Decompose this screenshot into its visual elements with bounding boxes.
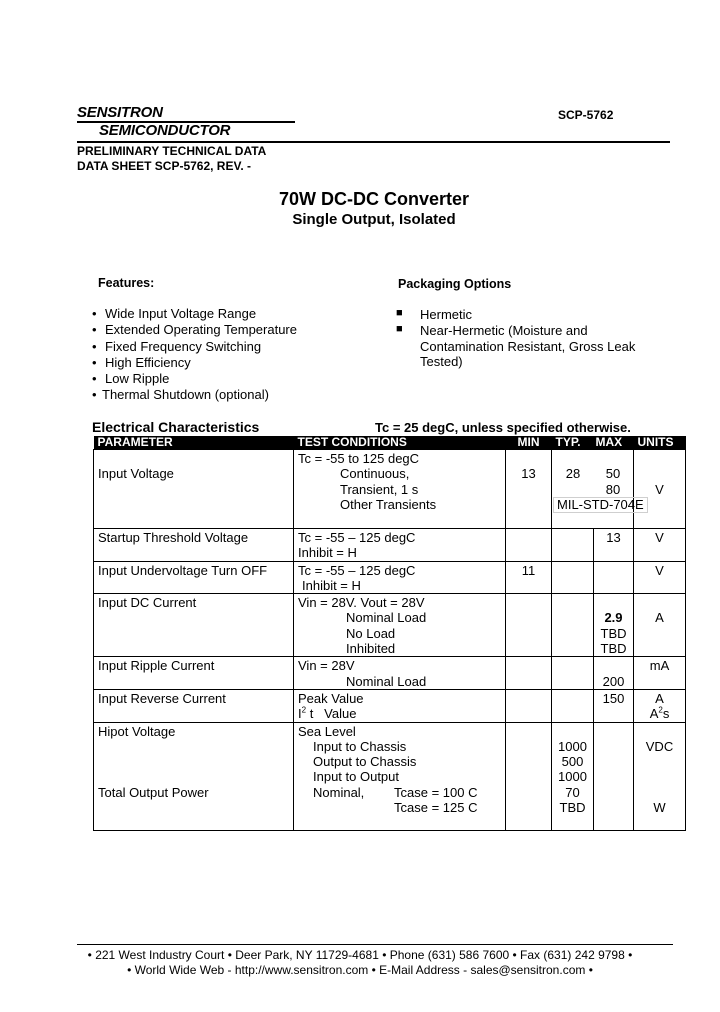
electrical-condition: Tc = 25 degC, unless specified otherwise. (375, 420, 631, 435)
features-heading: Features: (98, 276, 155, 290)
mil-std-reference: MIL-STD-704E (553, 497, 648, 513)
min-value: 13 (521, 466, 536, 482)
electrical-table (93, 436, 686, 831)
unit-value: A (655, 610, 664, 626)
table-row (94, 689, 686, 722)
table-row (94, 450, 686, 529)
cond-line: No Load (346, 625, 396, 641)
cond-line: Nominal Load (346, 673, 427, 689)
cond-line: Input to Output (313, 769, 400, 785)
max-value: 13 (606, 530, 621, 545)
param-hipot: Hipot Voltage (98, 723, 176, 739)
unit-value: A (655, 690, 664, 706)
max-value: 200 (602, 673, 625, 689)
unit-value: VDC (645, 738, 674, 754)
param-output-power: Total Output Power (98, 784, 209, 800)
table-header-row (94, 436, 686, 450)
list-item: ■ Near-Hermetic (Moisture and Contamination Resistant, Gross Leak Tested) (396, 323, 636, 369)
packaging-heading: Packaging Options (398, 277, 512, 291)
cond-line: Sea Level (298, 723, 356, 739)
page-subtitle: Single Output, Isolated (292, 211, 456, 228)
max-value: 50 (605, 466, 621, 482)
max-value: TBD (600, 625, 627, 641)
param-reverse: Input Reverse Current (98, 690, 226, 706)
page-title: 70W DC-DC Converter (278, 189, 470, 209)
list-item: • Low Ripple (92, 371, 170, 387)
cond-line: Inhibited (346, 641, 396, 657)
cond-line: Nominal, Tcase = 100 C (313, 784, 478, 800)
table-row (94, 657, 686, 690)
footer-web: • World Wide Web - http://www.sensitron.com • E-Mail Address - sales@sensitron.com • (127, 963, 593, 977)
unit-value: W (653, 800, 666, 816)
unit-value: V (655, 562, 664, 578)
typ-value: 28 (565, 466, 581, 482)
list-item: • High Efficiency (92, 354, 191, 370)
cond-line: $I^2$ t Value (298, 705, 357, 722)
company-name-line2: SEMICONDUCTOR (99, 122, 231, 139)
col-max: MAX (594, 436, 634, 450)
col-units: UNITS (634, 436, 686, 450)
cond-line: Other Transients (340, 496, 437, 512)
cond-line: Transient, 1 s (340, 481, 419, 497)
param-dc-current: Input DC Current (98, 595, 197, 611)
min-value: 11 (521, 562, 536, 578)
typ-value: 1000 (558, 738, 587, 754)
col-test-conditions: TEST CONDITIONS (294, 436, 506, 450)
max-value: 2.9 (604, 610, 623, 626)
table-row (94, 722, 686, 830)
cond-line: Inhibit = H (298, 545, 357, 561)
preliminary-label: PRELIMINARY TECHNICAL DATA (77, 144, 267, 158)
unit-value: V (655, 530, 664, 545)
features-list (92, 306, 297, 404)
cond-line: Continuous, (340, 466, 410, 482)
table-row (94, 594, 686, 657)
cond-line: Input to Chassis (313, 738, 407, 754)
list-item: • Wide Input Voltage Range (92, 306, 257, 321)
param-ripple: Input Ripple Current (98, 658, 215, 674)
col-parameter: PARAMETER (94, 436, 294, 450)
param-undervoltage: Input Undervoltage Turn OFF (98, 562, 268, 578)
cond-line: Output to Chassis (313, 754, 417, 770)
table-row (94, 561, 686, 594)
list-item: ■ Hermetic (396, 307, 473, 322)
max-value: TBD (600, 641, 627, 657)
datasheet-label: DATA SHEET SCP-5762, REV. - (77, 159, 252, 173)
unit-value: mA (649, 658, 670, 674)
col-typ: TYP. (552, 436, 594, 450)
footer-address: • 221 West Industry Court • Deer Park, NY 11729-4681 • Phone (631) 586 7600 • Fax (631) 242 9798 • (87, 948, 633, 962)
table-row (94, 529, 686, 562)
max-value: 80 (605, 481, 621, 497)
param-input-voltage: Input Voltage (98, 466, 174, 482)
cond-line: Tc = -55 – 125 degC (298, 530, 416, 545)
header-rule (77, 141, 670, 143)
list-item: • Fixed Frequency Switching (92, 338, 262, 354)
part-number: SCP-5762 (558, 108, 614, 122)
cond-line: Vin = 28V. Vout = 28V (298, 595, 425, 611)
packaging-list (396, 307, 650, 370)
unit-value: $A^2s$ (649, 705, 670, 722)
typ-value: TBD (559, 800, 586, 816)
electrical-heading: Electrical Characteristics (92, 419, 260, 435)
cond-line: Inhibit = H (302, 577, 361, 593)
footer-rule (77, 944, 673, 945)
cond-line: Nominal Load (346, 610, 427, 626)
typ-value: 1000 (558, 769, 587, 785)
cond-line: Tc = -55 to 125 degC (298, 451, 420, 466)
list-item: • Thermal Shutdown (optional) (92, 387, 269, 403)
max-value: 150 (602, 690, 625, 706)
typ-value: 70 (565, 784, 580, 800)
param-startup: Startup Threshold Voltage (98, 530, 249, 545)
cond-line: Tcase = 125 C (394, 800, 478, 816)
list-item: • Extended Operating Temperature (92, 322, 297, 338)
unit-value: V (655, 481, 664, 497)
cond-line: Tc = -55 – 125 degC (298, 562, 416, 578)
cond-line: Peak Value (298, 690, 364, 706)
company-name-line1: SENSITRON (77, 104, 163, 121)
cond-line: Vin = 28V (298, 658, 355, 674)
col-min: MIN (506, 436, 552, 450)
typ-value: 500 (561, 754, 584, 770)
